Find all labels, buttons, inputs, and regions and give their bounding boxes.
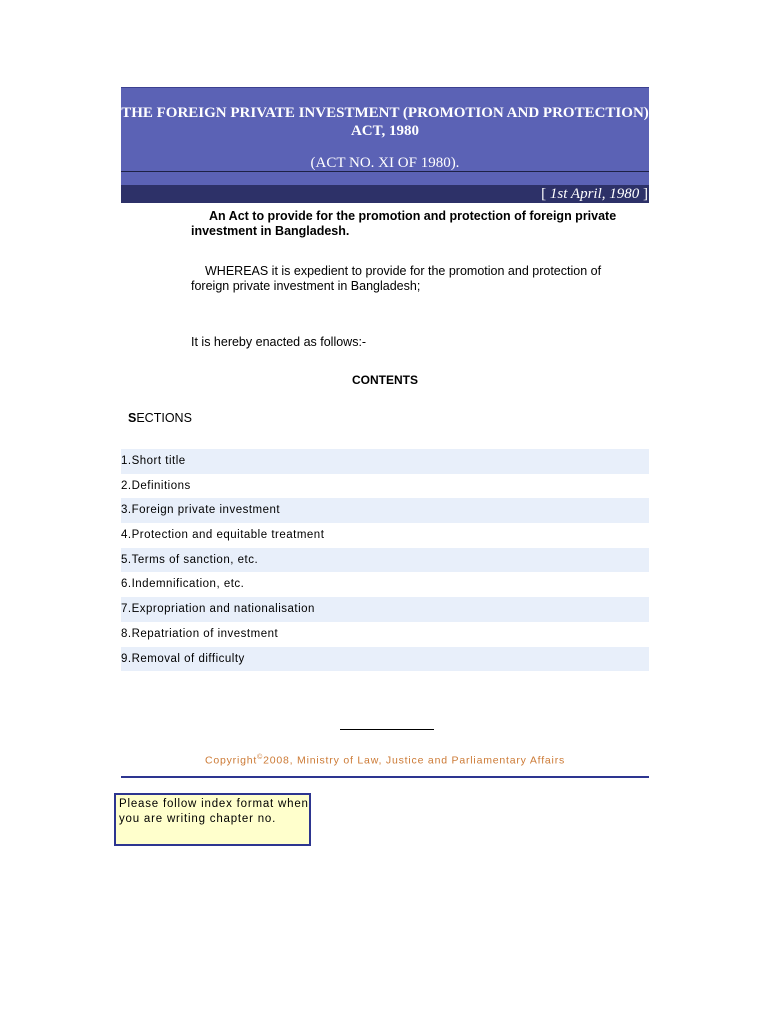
toc-link-section-2[interactable]: 2.Definitions xyxy=(121,479,191,492)
act-title-banner xyxy=(121,87,649,203)
toc-link-section-4[interactable]: 4.Protection and equitable treatment xyxy=(121,529,325,542)
copyright-prefix: Copyright xyxy=(204,754,258,767)
toc-link-section-1[interactable]: 1.Short title xyxy=(121,449,649,474)
banner-divider xyxy=(121,171,649,172)
preamble: An Act to provide for the promotion and protection of foreign private investment in Bangladesh. xyxy=(191,209,617,238)
act-date: [ 1st April, 1980 ] xyxy=(541,186,648,202)
toc-link-section-7[interactable]: 7.Expropriation and nationalisation xyxy=(121,597,649,622)
sections-heading-initial: S xyxy=(128,411,137,425)
toc-link-section-6[interactable]: 6.Indemnification, etc. xyxy=(121,578,245,591)
whereas-clause: WHEREAS it is expedient to provide for the promotion and protection of foreign private investment in Bangladesh; xyxy=(191,264,602,293)
footer-divider xyxy=(121,776,649,778)
copyright-text: 2008, Ministry of Law, Justice and Parliamentary Affairs xyxy=(263,754,566,767)
copyright-notice xyxy=(121,754,649,767)
contents-heading: CONTENTS xyxy=(352,373,418,387)
sections-heading-rest: ECTIONS xyxy=(136,411,192,425)
editor-note-box: Please follow index format when you are writing chapter no. xyxy=(114,793,311,846)
copyright-mark: © xyxy=(257,754,264,761)
toc-link-section-5[interactable]: 5.Terms of sanction, etc. xyxy=(121,548,649,573)
act-title: THE FOREIGN PRIVATE INVESTMENT (PROMOTION AND PROTECTION) ACT, 1980 xyxy=(121,105,649,139)
act-date-text: 1st April, 1980 xyxy=(549,186,640,202)
footer-divider-short xyxy=(340,729,434,730)
date-bar xyxy=(121,185,649,203)
table-of-contents xyxy=(121,449,649,671)
toc-link-section-8[interactable]: 8.Repatriation of investment xyxy=(121,627,279,640)
toc-link-section-3[interactable]: 3.Foreign private investment xyxy=(121,498,649,523)
toc-link-section-9[interactable]: 9.Removal of difficulty xyxy=(121,647,649,672)
enacting-clause: It is hereby enacted as follows:- xyxy=(191,335,367,349)
act-number: (ACT NO. XI OF 1980). xyxy=(310,155,460,171)
sections-heading xyxy=(128,411,192,425)
